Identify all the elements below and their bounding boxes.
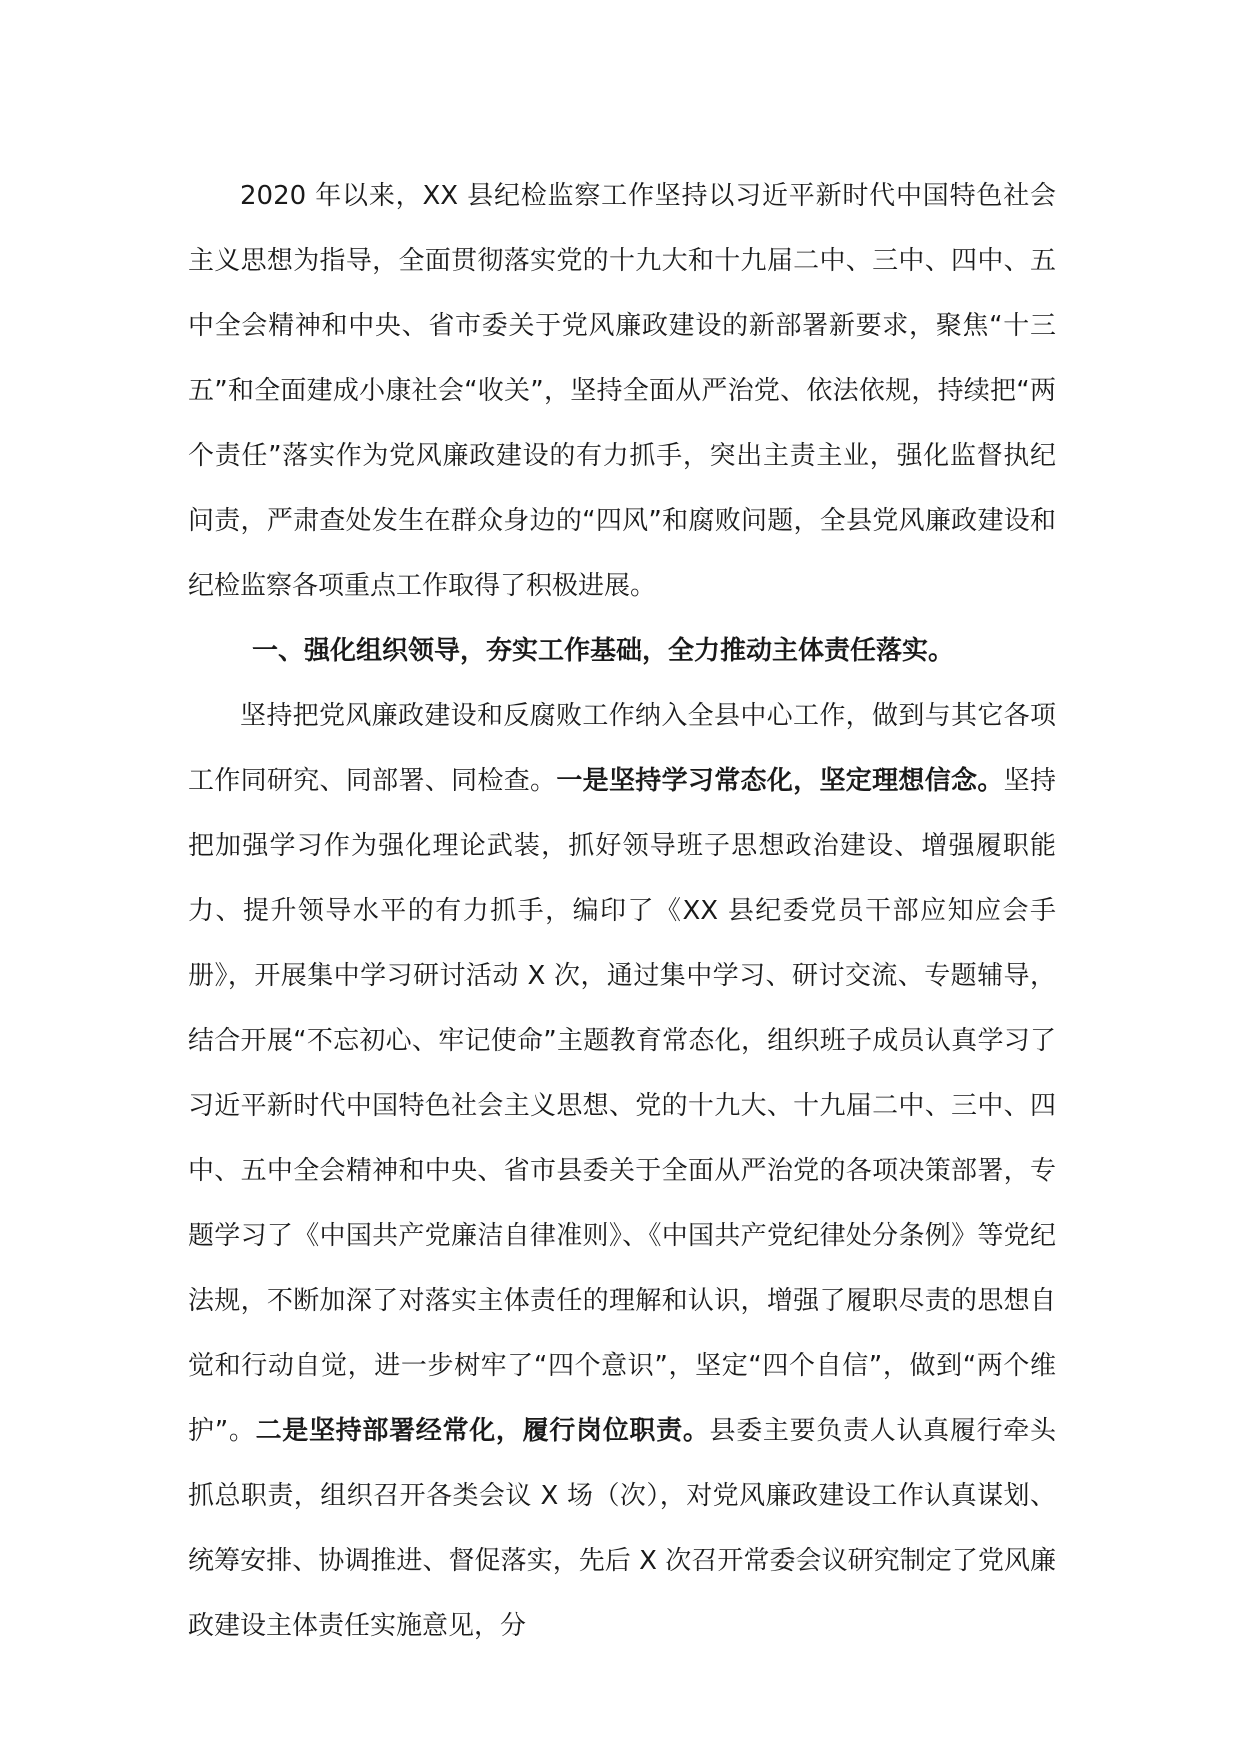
section-heading-1: 一、强化组织领导，夯实工作基础，全力推动主体责任落实。 [252, 636, 955, 666]
intro-paragraph: 2020 年以来，XX 县纪检监察工作坚持以习近平新时代中国特色社会主义思想为指导，全面贯彻落实党的十九大和十九届二中、三中、四中、五中全会精神和中央、省市委关于党风廉政建设的新部署新要求，聚焦“十三五”和全面建成小康社会“收关”，坚持全面从严治党、依法依规，持续把“两个责任”落实作为党风廉政建设的有力抓手，突出主责主业，强化监督执纪问责，严肃查处发生在群众身边的“四风”和腐败问题，全县党风廉政建设和纪检监察各项重点工作取得了积极进展。 [188, 181, 1056, 601]
body-text: 坚持把加强学习作为强化理论武装，抓好领导班子思想政治建设、增强履职能力、提升领导水平的有力抓手，编印了《XX 县纪委党员干部应知应会手册》，开展集中学习研讨活动 X 次，通过集中学习、研讨交流、专题辅导，结合开展“不忘初心、牢记使命”主题教育常态化，组织班子成员认真学习了习近平新时代中国特色社会主义思想、党的十九大、十九届二中、三中、四中、五中全会精神和中央、省市县委关于全面从严治党的各项决策部署，专题学习了《中国共产党廉洁自律准则》、《中国共产党纪律处分条例》等党纪法规，不断加深了对落实主体责任的理解和认识，增强了履职尽责的思想自觉和行动自觉，进一步树牢了“四个意识”，坚定“四个自信”，做到“两个维护”。 [188, 766, 1056, 1446]
section-1-body [188, 684, 1056, 1659]
body-text: 县委主要负责人认真履行牵头抓总职责，组织召开各类会议 X 场（次），对党风廉政建设工作认真谋划、统筹安排、协调推进、督促落实，先后 X 次召开常委会议研究制定了党风廉政建设主体责任实施意见，分 [188, 1416, 1056, 1641]
document-page [188, 164, 1056, 1659]
bold-subheading-1: 一是坚持学习常态化，坚定理想信念。 [556, 766, 1004, 796]
body-text: 坚持把党风廉政建设和反腐败工作纳入全县中心工作，做到与其它各项工作同研究、同部署、同检查。 [188, 701, 1056, 796]
bold-subheading-2: 二是坚持部署经常化，履行岗位职责。 [255, 1416, 710, 1446]
